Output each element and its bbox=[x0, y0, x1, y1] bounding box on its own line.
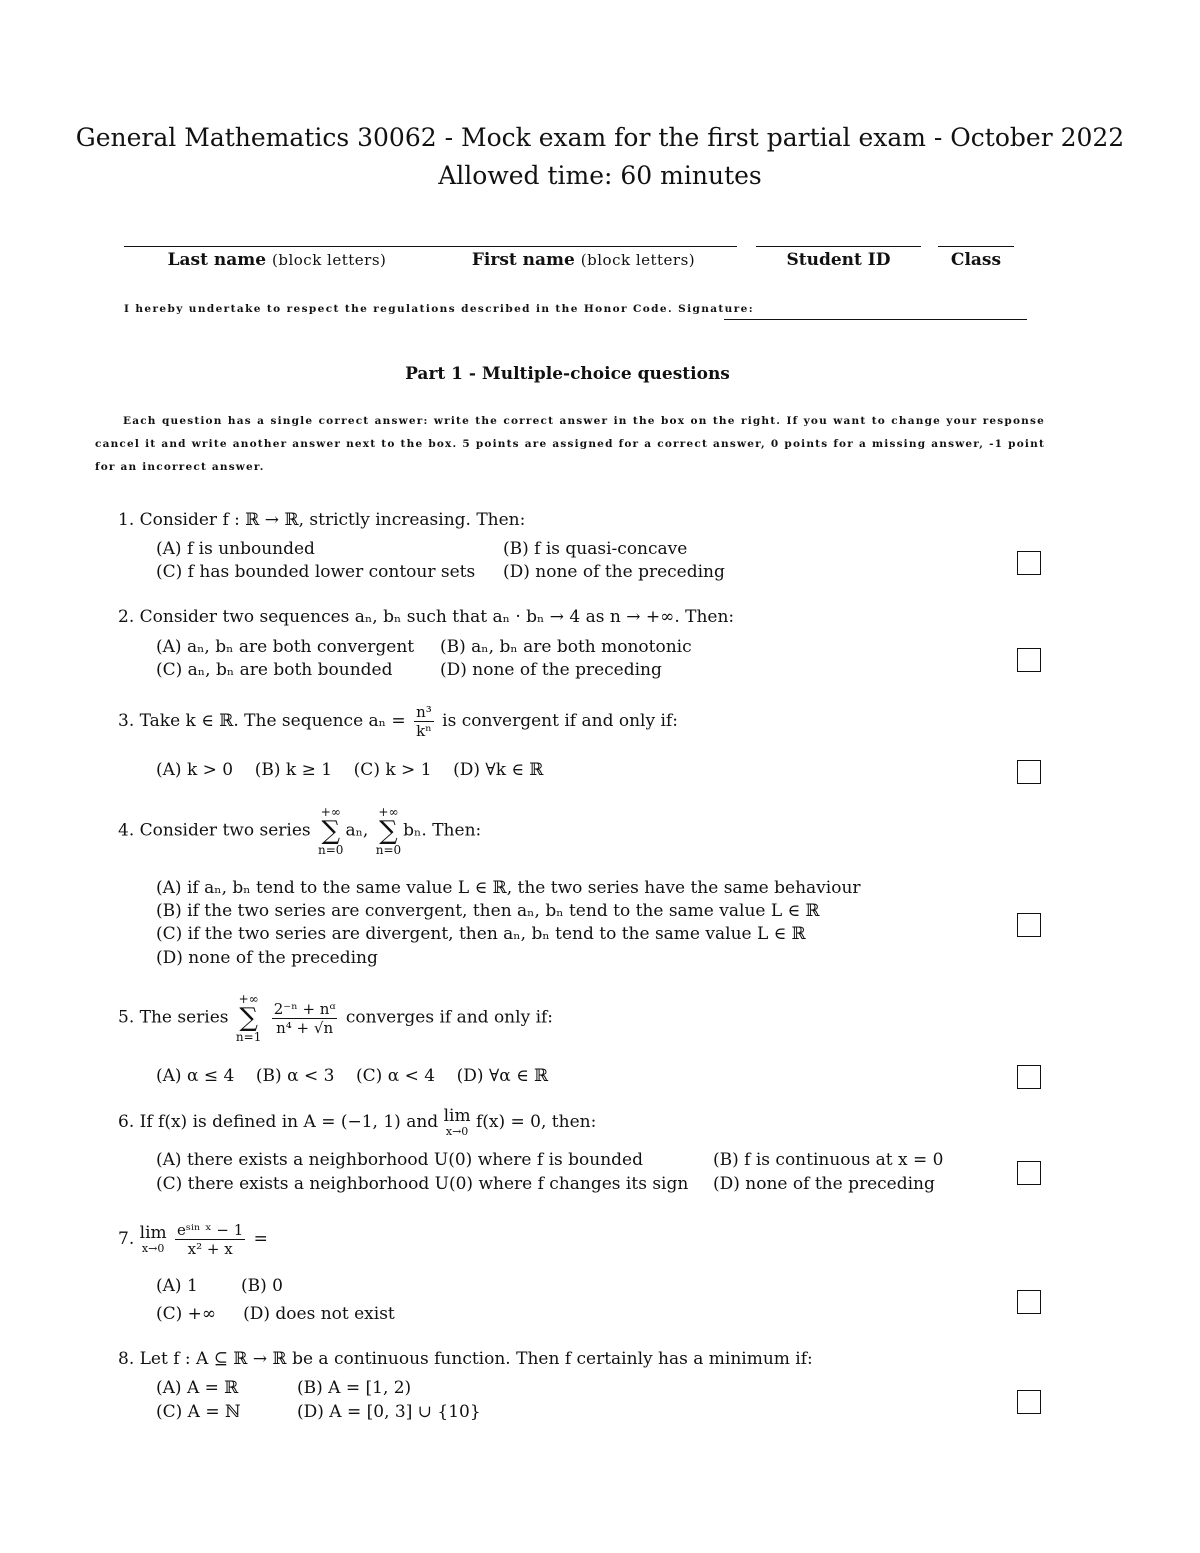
q2-option-d: (D) none of the preceding bbox=[440, 660, 662, 680]
q6-option-b: (B) f is continuous at x = 0 bbox=[713, 1150, 944, 1170]
q5-sum-lower: n=1 bbox=[235, 1030, 262, 1044]
class-label: Class bbox=[950, 250, 1002, 270]
instructions-text: Each question has a single correct answer: write the correct answer in the box on the right. If you want to change your response cancel it and write another answer next to the box. 5 points are assigned for a correct answer, 0 points for a missing answer, -1 point for an incorrect answer. bbox=[95, 415, 1045, 473]
q1-option-b: (B) f is quasi-concave bbox=[503, 539, 688, 559]
q7-lim-word: lim bbox=[139, 1223, 167, 1244]
question-4-stem bbox=[118, 806, 481, 856]
q3-stem-suffix: is convergent if and only if: bbox=[442, 711, 678, 731]
q7-denominator: x² + x bbox=[187, 1240, 233, 1258]
q7-limit bbox=[140, 1224, 167, 1255]
q3-answer-box[interactable] bbox=[1017, 760, 1041, 784]
q7-numerator: eˢⁱⁿ ˣ − 1 bbox=[177, 1221, 244, 1239]
q6-option-a: (A) there exists a neighborhood U(0) where f is bounded bbox=[156, 1150, 643, 1170]
part-title: Part 1 - Multiple-choice questions bbox=[405, 364, 730, 384]
q4-answer-box[interactable] bbox=[1017, 913, 1041, 937]
title-line-2: Allowed time: 60 minutes bbox=[438, 161, 762, 190]
q3-stem-prefix: 3. Take k ∈ ℝ. The sequence aₙ = bbox=[118, 711, 406, 731]
q7-answer-box[interactable] bbox=[1017, 1290, 1041, 1314]
q3-fraction bbox=[414, 703, 434, 740]
sigma-symbol: ∑ bbox=[379, 816, 398, 846]
q4-option-a: (A) if aₙ, bₙ tend to the same value L ∈ ℝ, the two series have the same behaviour bbox=[156, 878, 861, 898]
q2-option-a: (A) aₙ, bₙ are both convergent bbox=[156, 637, 415, 657]
q4-sum-2-lower: n=0 bbox=[375, 843, 402, 857]
q5-answer-box[interactable] bbox=[1017, 1065, 1041, 1089]
q4-sum-2-upper: +∞ bbox=[378, 805, 399, 819]
question-7-stem bbox=[118, 1221, 268, 1258]
q4-option-b: (B) if the two series are convergent, then aₙ, bₙ tend to the same value L ∈ ℝ bbox=[156, 901, 820, 921]
q4-term-1: aₙ, bbox=[345, 820, 369, 841]
student-id-field-line[interactable] bbox=[756, 246, 921, 247]
name-field-line[interactable] bbox=[124, 246, 737, 247]
q2-answer-box[interactable] bbox=[1017, 648, 1041, 672]
honor-code-statement: I hereby undertake to respect the regulations described in the Honor Code. Signature: bbox=[124, 303, 755, 315]
q4-term-2: bₙ. Then: bbox=[403, 820, 482, 841]
q2-option-b: (B) aₙ, bₙ are both monotonic bbox=[440, 637, 692, 657]
q4-stem-prefix: 4. Consider two series bbox=[118, 820, 311, 841]
first-name-text: First name bbox=[471, 250, 575, 270]
class-field-line[interactable] bbox=[938, 246, 1014, 247]
q4-option-c: (C) if the two series are divergent, then aₙ, bₙ tend to the same value L ∈ ℝ bbox=[156, 924, 806, 944]
q8-answer-box[interactable] bbox=[1017, 1390, 1041, 1414]
last-name-label bbox=[124, 250, 430, 270]
q4-sum-2 bbox=[376, 806, 401, 856]
instructions bbox=[95, 410, 1045, 479]
q3-options: (A) k > 0 (B) k ≥ 1 (C) k > 1 (D) ∀k ∈ ℝ bbox=[156, 760, 544, 780]
q6-lim-word: lim bbox=[443, 1106, 471, 1126]
q8-option-c: (C) A = ℕ bbox=[156, 1402, 241, 1422]
q6-option-c: (C) there exists a neighborhood U(0) where f changes its sign bbox=[156, 1174, 689, 1194]
q5-stem-suffix: converges if and only if: bbox=[345, 1007, 554, 1028]
question-6-stem bbox=[118, 1107, 596, 1138]
last-name-text: Last name bbox=[167, 250, 267, 270]
q4-option-d: (D) none of the preceding bbox=[156, 948, 378, 968]
q5-options: (A) α ≤ 4 (B) α < 3 (C) α < 4 (D) ∀α ∈ ℝ bbox=[156, 1066, 549, 1086]
signature-line[interactable] bbox=[724, 319, 1027, 320]
q8-option-a: (A) A = ℝ bbox=[156, 1378, 239, 1398]
q6-stem-suffix: f(x) = 0, then: bbox=[475, 1111, 597, 1132]
question-8-stem: 8. Let f : A ⊆ ℝ → ℝ be a continuous function. Then f certainly has a minimum if: bbox=[118, 1349, 813, 1369]
exam-title bbox=[0, 119, 1200, 195]
q5-stem-prefix: 5. The series bbox=[118, 1007, 229, 1028]
q7-equals: = bbox=[253, 1229, 268, 1249]
q3-denominator: kⁿ bbox=[416, 722, 432, 740]
question-2-stem: 2. Consider two sequences aₙ, bₙ such that aₙ · bₙ → 4 as n → +∞. Then: bbox=[118, 607, 735, 627]
student-id-label: Student ID bbox=[786, 250, 891, 270]
q7-number: 7. bbox=[118, 1229, 135, 1249]
q5-sum bbox=[236, 993, 261, 1043]
q8-option-d: (D) A = [0, 3] ∪ {10} bbox=[297, 1402, 481, 1422]
q6-stem-prefix: 6. If f(x) is defined in A = (−1, 1) and bbox=[118, 1111, 439, 1132]
q2-option-c: (C) aₙ, bₙ are both bounded bbox=[156, 660, 393, 680]
sigma-symbol: ∑ bbox=[239, 1003, 258, 1033]
q1-option-a: (A) f is unbounded bbox=[156, 539, 315, 559]
q4-sum-1-upper: +∞ bbox=[320, 805, 341, 819]
q6-limit bbox=[444, 1107, 471, 1138]
question-5-stem bbox=[118, 993, 553, 1043]
q6-option-d: (D) none of the preceding bbox=[713, 1174, 935, 1194]
first-name-label bbox=[430, 250, 737, 270]
q1-answer-box[interactable] bbox=[1017, 551, 1041, 575]
title-line-1: General Mathematics 30062 - Mock exam for the first partial exam - October 2022 bbox=[75, 123, 1125, 152]
q7-fraction bbox=[175, 1221, 245, 1258]
q5-sum-upper: +∞ bbox=[238, 992, 259, 1006]
q5-fraction bbox=[272, 1000, 338, 1037]
q5-denominator: n⁴ + √n bbox=[276, 1018, 334, 1037]
q1-option-d: (D) none of the preceding bbox=[503, 562, 725, 582]
q5-numerator: 2⁻ⁿ + nᵅ bbox=[273, 999, 336, 1018]
q8-option-b: (B) A = [1, 2) bbox=[297, 1378, 412, 1398]
sigma-symbol: ∑ bbox=[321, 816, 340, 846]
q4-sum-1-lower: n=0 bbox=[318, 843, 344, 857]
q6-lim-sub: x→0 bbox=[445, 1124, 469, 1138]
last-name-note: (block letters) bbox=[272, 251, 387, 269]
q7-options-row-1: (A) 1 (B) 0 bbox=[156, 1276, 283, 1296]
q7-options-row-2: (C) +∞ (D) does not exist bbox=[156, 1304, 395, 1324]
q6-answer-box[interactable] bbox=[1017, 1161, 1041, 1185]
q7-lim-sub: x→0 bbox=[141, 1241, 165, 1255]
first-name-note: (block letters) bbox=[580, 251, 696, 269]
question-3-stem bbox=[118, 703, 678, 740]
q3-numerator: n³ bbox=[416, 703, 432, 721]
q4-sum-1 bbox=[318, 806, 343, 856]
q1-option-c: (C) f has bounded lower contour sets bbox=[156, 562, 476, 582]
question-1-stem: 1. Consider f : ℝ → ℝ, strictly increasing. Then: bbox=[118, 510, 526, 530]
